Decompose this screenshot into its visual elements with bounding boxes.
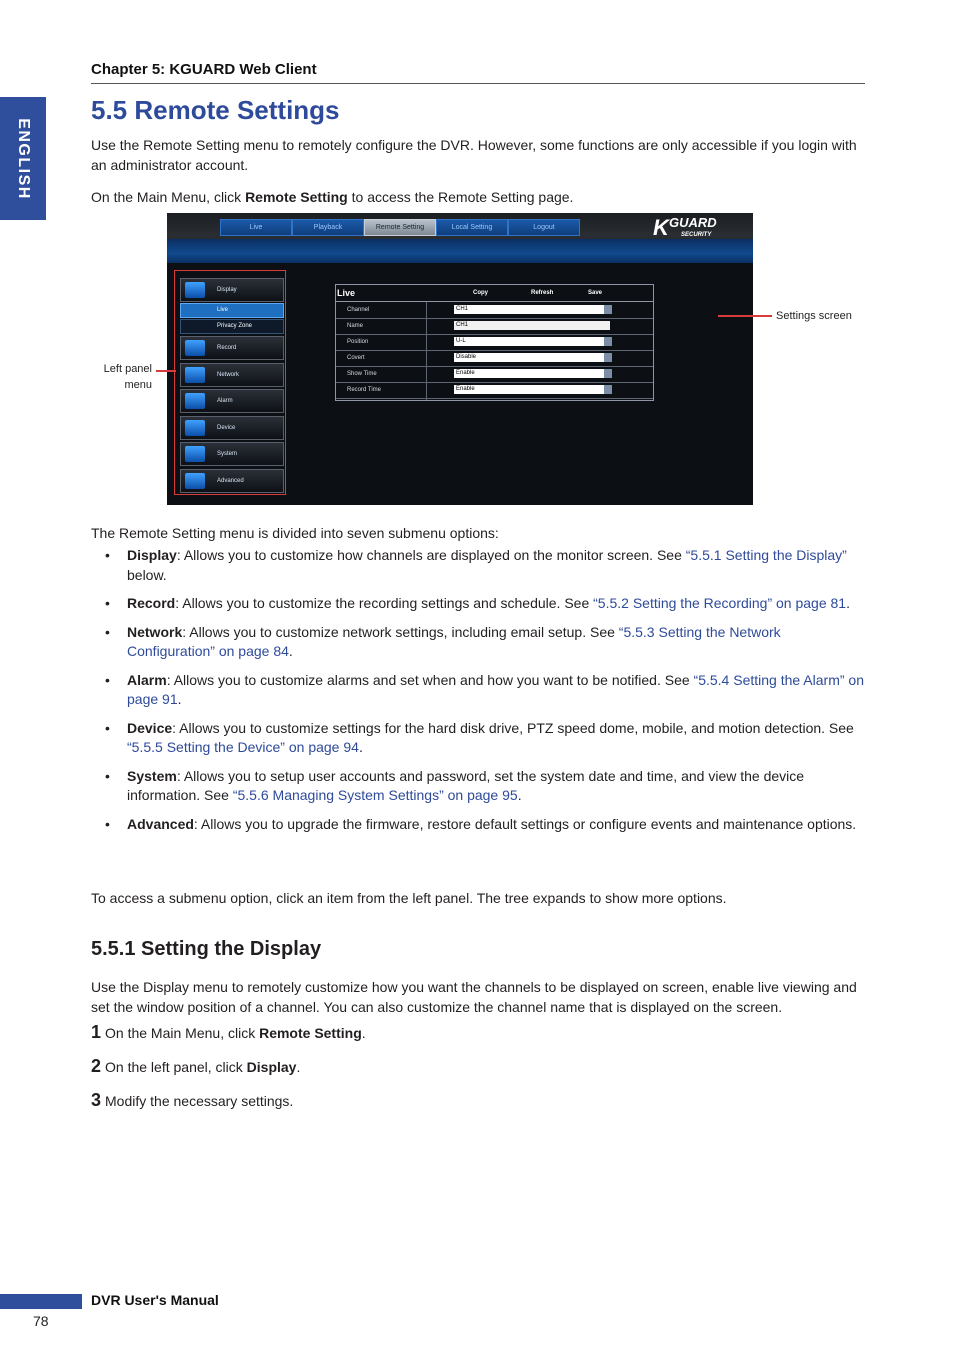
- step-text: On the Main Menu, click: [105, 1025, 260, 1041]
- bullet-text: : Allows you to customize settings for the hard disk drive, PTZ speed dome, mobile, and motion detection. See: [172, 719, 854, 736]
- list-item: [91, 594, 867, 614]
- settings-row-name: [336, 318, 653, 335]
- list-item: [91, 623, 867, 662]
- panel-label-advanced: Advanced: [217, 478, 244, 484]
- bullet-text: : Allows you to customize alarms and set when and how you want to be notified. See: [166, 671, 694, 688]
- list-item: [91, 719, 867, 758]
- step-number: 3: [91, 1090, 102, 1110]
- row-label: Show Time: [347, 371, 377, 377]
- record-time-select[interactable]: [454, 385, 612, 394]
- cross-ref-link[interactable]: “5.5.4 Setting the Alarm” on page 91: [127, 671, 864, 707]
- bullet-text: : Allows you to customize network settings, including email setup. See: [182, 623, 619, 640]
- cross-ref-link[interactable]: “5.5.6 Managing System Settings” on page 95: [232, 787, 518, 803]
- page-number: 78: [33, 1313, 49, 1329]
- panel-label-device: Device: [217, 425, 236, 431]
- kguard-logo: [653, 215, 745, 239]
- settings-row-covert: [336, 350, 653, 367]
- row-value: Disable: [456, 354, 477, 360]
- nav-tab-local-setting[interactable]: Local Setting: [436, 219, 508, 236]
- bullet-tail: .: [846, 595, 850, 611]
- nav-tab-playback[interactable]: Playback: [292, 219, 364, 236]
- logo-k: K: [653, 215, 669, 239]
- submenu-list: [91, 546, 867, 834]
- settings-row-record-time: [336, 382, 653, 399]
- channel-select[interactable]: [454, 305, 612, 314]
- list-item: [91, 815, 867, 835]
- main-menu-bold: Remote Setting: [245, 189, 348, 205]
- step-text: On the left panel, click: [105, 1059, 247, 1075]
- bullet-term: Advanced: [127, 815, 194, 832]
- bullet-tail: .: [517, 787, 522, 803]
- name-input[interactable]: CH1: [454, 321, 610, 330]
- main-menu-post: to access the Remote Setting page.: [347, 189, 574, 205]
- subitem-label-privacy: Privacy Zone: [217, 323, 253, 329]
- row-value: Enable: [456, 370, 475, 376]
- copy-button[interactable]: Copy: [473, 290, 488, 296]
- right-callout-line: [718, 315, 772, 317]
- step-2: [91, 1056, 300, 1077]
- bullet-term: Display: [127, 547, 177, 563]
- language-side-tab: [0, 97, 46, 220]
- step-bold: Display: [246, 1059, 297, 1075]
- cross-ref-link[interactable]: “5.5.1 Setting the Display”: [685, 547, 847, 563]
- bullet-term: Network: [127, 623, 183, 640]
- bullet-term: Alarm: [127, 671, 167, 688]
- panel-label-display: Display: [217, 287, 237, 293]
- step-number: 2: [91, 1056, 102, 1076]
- row-label: Record Time: [347, 387, 382, 393]
- settings-screen-callout: Settings screen: [776, 310, 852, 322]
- list-item: [91, 671, 867, 710]
- row-label: Position: [347, 339, 369, 345]
- bullet-tail: .: [177, 691, 182, 707]
- step-3: [91, 1090, 293, 1111]
- settings-title: Live: [337, 288, 356, 298]
- section-intro: Use the Remote Setting menu to remotely configure the DVR. However, some functions are only accessible if you login with an administrator account.: [91, 137, 857, 173]
- logo-word: GUARD: [669, 215, 717, 230]
- nav-tab-live[interactable]: Live: [220, 219, 292, 236]
- position-select[interactable]: [454, 337, 612, 346]
- bullet-tail: .: [358, 739, 363, 755]
- logo-security: SECURITY: [681, 232, 712, 238]
- panel-label-network: Network: [217, 372, 240, 378]
- step-post: .: [296, 1059, 301, 1075]
- dropdown-arrow-icon: [604, 369, 612, 378]
- settings-row-position: [336, 334, 653, 351]
- submenu-intro: The Remote Setting menu is divided into seven submenu options:: [91, 525, 499, 541]
- footer-bar: [0, 1294, 82, 1309]
- cross-ref-link[interactable]: “5.5.5 Setting the Device” on page 94: [127, 739, 359, 755]
- settings-header: [336, 285, 653, 302]
- left-panel-callout: Left panel menu: [103, 363, 152, 391]
- bullet-term: Record: [127, 595, 176, 611]
- step-1: [91, 1022, 366, 1043]
- tree-note: To access a submenu option, click an item from the left panel. The tree expands to show more options.: [91, 890, 727, 906]
- cross-ref-link[interactable]: “5.5.3 Setting the Network Configuration” on page 84: [127, 623, 781, 659]
- cross-ref-link[interactable]: “5.5.2 Setting the Recording” on page 81: [593, 595, 847, 611]
- main-menu-instruction: [91, 188, 867, 208]
- settings-row-channel: [336, 302, 653, 319]
- panel-label-system: System: [217, 451, 238, 457]
- subsection-title: 5.5.1 Setting the Display: [91, 938, 322, 960]
- bullet-text: : Allows you to customize how channels are displayed on the monitor screen. See: [176, 547, 686, 563]
- show-time-select[interactable]: [454, 369, 612, 378]
- row-value: U-L: [456, 338, 466, 344]
- list-item: [91, 546, 867, 585]
- step-number: 1: [91, 1022, 102, 1042]
- refresh-button[interactable]: Refresh: [531, 290, 554, 296]
- settings-row-show-time: [336, 366, 653, 383]
- row-value: Enable: [456, 386, 475, 392]
- nav-tab-remote-setting[interactable]: Remote Setting: [364, 219, 436, 236]
- list-item: [91, 767, 867, 806]
- bullet-term: Device: [127, 719, 173, 736]
- settings-table: [335, 284, 654, 401]
- left-panel-highlight: [174, 270, 286, 495]
- subsection-intro: Use the Display menu to remotely customize how you want the channels to be displayed on screen, enable live viewing and set the window position of a channel. You can also customize the channel name that is displayed on the screen.: [91, 979, 857, 1015]
- nav-tab-logout[interactable]: Logout: [508, 219, 580, 236]
- main-menu-pre: On the Main Menu, click: [91, 189, 246, 205]
- panel-label-record: Record: [217, 345, 237, 351]
- row-label: Covert: [347, 355, 365, 361]
- subitem-label-live: Live: [217, 307, 229, 313]
- bullet-text: : Allows you to customize the recording settings and schedule. See: [175, 595, 594, 611]
- header-rule: [91, 83, 865, 84]
- chapter-header: Chapter 5: KGUARD Web Client: [91, 61, 317, 78]
- bullet-tail: below.: [127, 566, 167, 583]
- left-callout-line: [156, 370, 176, 372]
- language-label: ENGLISH: [15, 117, 32, 200]
- footer-title: DVR User's Manual: [91, 1292, 219, 1308]
- row-value: CH1: [456, 306, 469, 312]
- step-post: .: [361, 1025, 366, 1041]
- panel-label-alarm: Alarm: [217, 398, 233, 404]
- dropdown-arrow-icon: [604, 337, 612, 346]
- dropdown-arrow-icon: [604, 305, 612, 314]
- dropdown-arrow-icon: [604, 353, 612, 362]
- save-button[interactable]: Save: [588, 290, 603, 296]
- covert-select[interactable]: [454, 353, 612, 362]
- web-client-bluebar: [167, 239, 753, 263]
- bullet-text: : Allows you to setup user accounts and password, set the system date and time, and view the device information. See: [127, 767, 805, 803]
- section-title: 5.5 Remote Settings: [91, 95, 340, 125]
- row-label: Channel: [347, 307, 370, 313]
- step-bold: Remote Setting: [259, 1025, 362, 1041]
- bullet-term: System: [127, 767, 177, 784]
- row-label: Name: [347, 323, 364, 329]
- bullet-tail: .: [288, 643, 293, 659]
- step-text: Modify the necessary settings.: [105, 1093, 294, 1109]
- dropdown-arrow-icon: [604, 385, 612, 394]
- bullet-text: : Allows you to upgrade the firmware, restore default settings or configure events and maintenance options.: [193, 815, 857, 832]
